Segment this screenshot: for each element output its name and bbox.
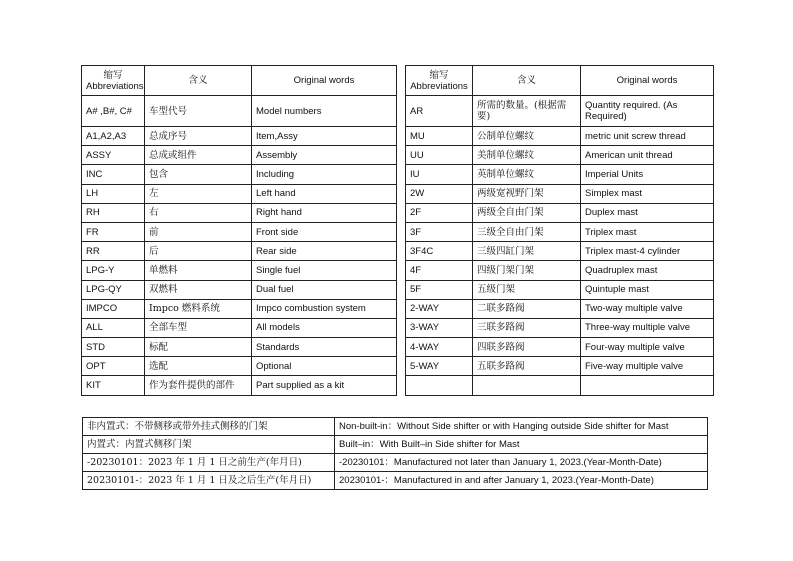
meaning-cell: 英制单位螺纹 bbox=[473, 165, 581, 184]
column-separator bbox=[397, 184, 406, 203]
table-row bbox=[82, 242, 714, 261]
original-cell: Assembly bbox=[252, 146, 397, 165]
original-cell: American unit thread bbox=[581, 146, 714, 165]
table-row bbox=[82, 165, 714, 184]
original-cell: Left hand bbox=[252, 184, 397, 203]
note-row bbox=[83, 472, 708, 490]
abbr-cell: RR bbox=[82, 242, 145, 261]
abbr-cell: FR bbox=[82, 222, 145, 241]
abbr-cell: 3F bbox=[406, 222, 473, 241]
meaning-cell: 双燃料 bbox=[145, 280, 252, 299]
table-row bbox=[82, 338, 714, 357]
abbr-cell: 2-WAY bbox=[406, 299, 473, 318]
abbr-cell: LH bbox=[82, 184, 145, 203]
table-row bbox=[82, 203, 714, 222]
abbr-cell: UU bbox=[406, 146, 473, 165]
header-abbreviations-left: 缩写 Abbreviations bbox=[82, 66, 145, 96]
original-cell: Duplex mast bbox=[581, 203, 714, 222]
original-cell: All models bbox=[252, 318, 397, 337]
table-row bbox=[82, 357, 714, 376]
column-separator bbox=[397, 127, 406, 146]
meaning-cell: 左 bbox=[145, 184, 252, 203]
abbr-cell: KIT bbox=[82, 376, 145, 395]
original-cell: Three-way multiple valve bbox=[581, 318, 714, 337]
column-separator bbox=[397, 280, 406, 299]
note-chinese: 20230101-：2023 年 1 月 1 日及之后生产(年月日) bbox=[83, 472, 335, 490]
note-chinese: 非内置式：不带侧移或带外挂式侧移的门架 bbox=[83, 418, 335, 436]
meaning-cell: 四级门架门架 bbox=[473, 261, 581, 280]
original-cell: Impco combustion system bbox=[252, 299, 397, 318]
column-separator bbox=[397, 96, 406, 127]
column-separator bbox=[397, 242, 406, 261]
original-cell: Imperial Units bbox=[581, 165, 714, 184]
meaning-cell: 选配 bbox=[145, 357, 252, 376]
header-abbreviations-right: 缩写 Abbreviations bbox=[406, 66, 473, 96]
original-cell: Quintuple mast bbox=[581, 280, 714, 299]
column-separator bbox=[397, 299, 406, 318]
meaning-cell: 两级宽视野门架 bbox=[473, 184, 581, 203]
original-cell: metric unit screw thread bbox=[581, 127, 714, 146]
abbreviations-table bbox=[81, 65, 714, 396]
abbr-cell: A# ,B#, C# bbox=[82, 96, 145, 127]
original-cell: Model numbers bbox=[252, 96, 397, 127]
table-row bbox=[82, 146, 714, 165]
original-cell: Item,Assy bbox=[252, 127, 397, 146]
meaning-cell: Impco 燃料系统 bbox=[145, 299, 252, 318]
abbr-cell: 2W bbox=[406, 184, 473, 203]
original-cell: Two-way multiple valve bbox=[581, 299, 714, 318]
original-cell: Five-way multiple valve bbox=[581, 357, 714, 376]
abbr-cell: LPG-Y bbox=[82, 261, 145, 280]
meaning-cell: 四联多路阀 bbox=[473, 338, 581, 357]
original-cell: Triplex mast-4 cylinder bbox=[581, 242, 714, 261]
abbr-cell: RH bbox=[82, 203, 145, 222]
table-row bbox=[82, 280, 714, 299]
original-cell: Standards bbox=[252, 338, 397, 357]
header-meaning-left: 含义 bbox=[145, 66, 252, 96]
note-english: Non-built-in：Without Side shifter or with Hanging outside Side shifter for Mast bbox=[335, 418, 708, 436]
table-row bbox=[82, 222, 714, 241]
meaning-cell: 两级全自由门架 bbox=[473, 203, 581, 222]
table-header-row bbox=[82, 66, 714, 96]
original-cell: Including bbox=[252, 165, 397, 184]
meaning-cell: 美制单位螺纹 bbox=[473, 146, 581, 165]
meaning-cell: 五级门架 bbox=[473, 280, 581, 299]
abbr-cell bbox=[406, 376, 473, 395]
original-cell: Part supplied as a kit bbox=[252, 376, 397, 395]
note-chinese: 内置式：内置式侧移门架 bbox=[83, 436, 335, 454]
abbr-cell: 4F bbox=[406, 261, 473, 280]
meaning-cell: 全部车型 bbox=[145, 318, 252, 337]
meaning-cell: 公制单位螺纹 bbox=[473, 127, 581, 146]
column-separator bbox=[397, 338, 406, 357]
column-separator bbox=[397, 357, 406, 376]
original-cell bbox=[581, 376, 714, 395]
abbr-cell: IMPCO bbox=[82, 299, 145, 318]
column-separator bbox=[397, 318, 406, 337]
abbr-cell: ALL bbox=[82, 318, 145, 337]
abbr-cell: 5F bbox=[406, 280, 473, 299]
abbr-cell: AR bbox=[406, 96, 473, 127]
note-row bbox=[83, 436, 708, 454]
meaning-cell: 标配 bbox=[145, 338, 252, 357]
notes-table bbox=[82, 417, 708, 490]
note-row bbox=[83, 418, 708, 436]
column-separator bbox=[397, 66, 406, 96]
abbr-cell: OPT bbox=[82, 357, 145, 376]
abbr-cell: 5-WAY bbox=[406, 357, 473, 376]
table-row bbox=[82, 299, 714, 318]
original-cell: Rear side bbox=[252, 242, 397, 261]
original-cell: Triplex mast bbox=[581, 222, 714, 241]
meaning-cell: 总成或组件 bbox=[145, 146, 252, 165]
table-row bbox=[82, 318, 714, 337]
meaning-cell: 三级全自由门架 bbox=[473, 222, 581, 241]
meaning-cell: 作为套件提供的部件 bbox=[145, 376, 252, 395]
original-cell: Quantity required. (As Required) bbox=[581, 96, 714, 127]
note-chinese: -20230101：2023 年 1 月 1 日之前生产(年月日) bbox=[83, 454, 335, 472]
note-row bbox=[83, 454, 708, 472]
original-cell: Optional bbox=[252, 357, 397, 376]
meaning-cell: 右 bbox=[145, 203, 252, 222]
table-row bbox=[82, 127, 714, 146]
abbr-cell: 2F bbox=[406, 203, 473, 222]
meaning-cell: 二联多路阀 bbox=[473, 299, 581, 318]
table-row bbox=[82, 184, 714, 203]
abbr-cell: 3-WAY bbox=[406, 318, 473, 337]
column-separator bbox=[397, 222, 406, 241]
table-row bbox=[82, 376, 714, 395]
abbr-cell: INC bbox=[82, 165, 145, 184]
original-cell: Single fuel bbox=[252, 261, 397, 280]
abbr-cell: MU bbox=[406, 127, 473, 146]
header-meaning-right: 含义 bbox=[473, 66, 581, 96]
meaning-cell: 三联多路阀 bbox=[473, 318, 581, 337]
meaning-cell: 三级四缸门架 bbox=[473, 242, 581, 261]
abbr-cell: 4-WAY bbox=[406, 338, 473, 357]
meaning-cell: 单燃料 bbox=[145, 261, 252, 280]
meaning-cell: 总成序号 bbox=[145, 127, 252, 146]
original-cell: Dual fuel bbox=[252, 280, 397, 299]
original-cell: Quadruplex mast bbox=[581, 261, 714, 280]
meaning-cell: 车型代号 bbox=[145, 96, 252, 127]
meaning-cell: 所需的数量。(根据需要) bbox=[473, 96, 581, 127]
note-english: 20230101-：Manufactured in and after January 1, 2023.(Year-Month-Date) bbox=[335, 472, 708, 490]
header-original-left: Original words bbox=[252, 66, 397, 96]
meaning-cell bbox=[473, 376, 581, 395]
column-separator bbox=[397, 146, 406, 165]
table-row bbox=[82, 261, 714, 280]
original-cell: Front side bbox=[252, 222, 397, 241]
meaning-cell: 包含 bbox=[145, 165, 252, 184]
column-separator bbox=[397, 376, 406, 395]
column-separator bbox=[397, 165, 406, 184]
column-separator bbox=[397, 203, 406, 222]
abbr-cell: STD bbox=[82, 338, 145, 357]
abbr-cell: LPG-QY bbox=[82, 280, 145, 299]
note-english: -20230101：Manufactured not later than January 1, 2023.(Year-Month-Date) bbox=[335, 454, 708, 472]
table-row bbox=[82, 96, 714, 127]
header-original-right: Original words bbox=[581, 66, 714, 96]
original-cell: Four-way multiple valve bbox=[581, 338, 714, 357]
abbr-cell: A1,A2,A3 bbox=[82, 127, 145, 146]
original-cell: Simplex mast bbox=[581, 184, 714, 203]
meaning-cell: 后 bbox=[145, 242, 252, 261]
meaning-cell: 五联多路阀 bbox=[473, 357, 581, 376]
abbr-cell: ASSY bbox=[82, 146, 145, 165]
original-cell: Right hand bbox=[252, 203, 397, 222]
abbr-cell: IU bbox=[406, 165, 473, 184]
column-separator bbox=[397, 261, 406, 280]
meaning-cell: 前 bbox=[145, 222, 252, 241]
abbr-cell: 3F4C bbox=[406, 242, 473, 261]
note-english: Built–in：With Built–in Side shifter for Mast bbox=[335, 436, 708, 454]
